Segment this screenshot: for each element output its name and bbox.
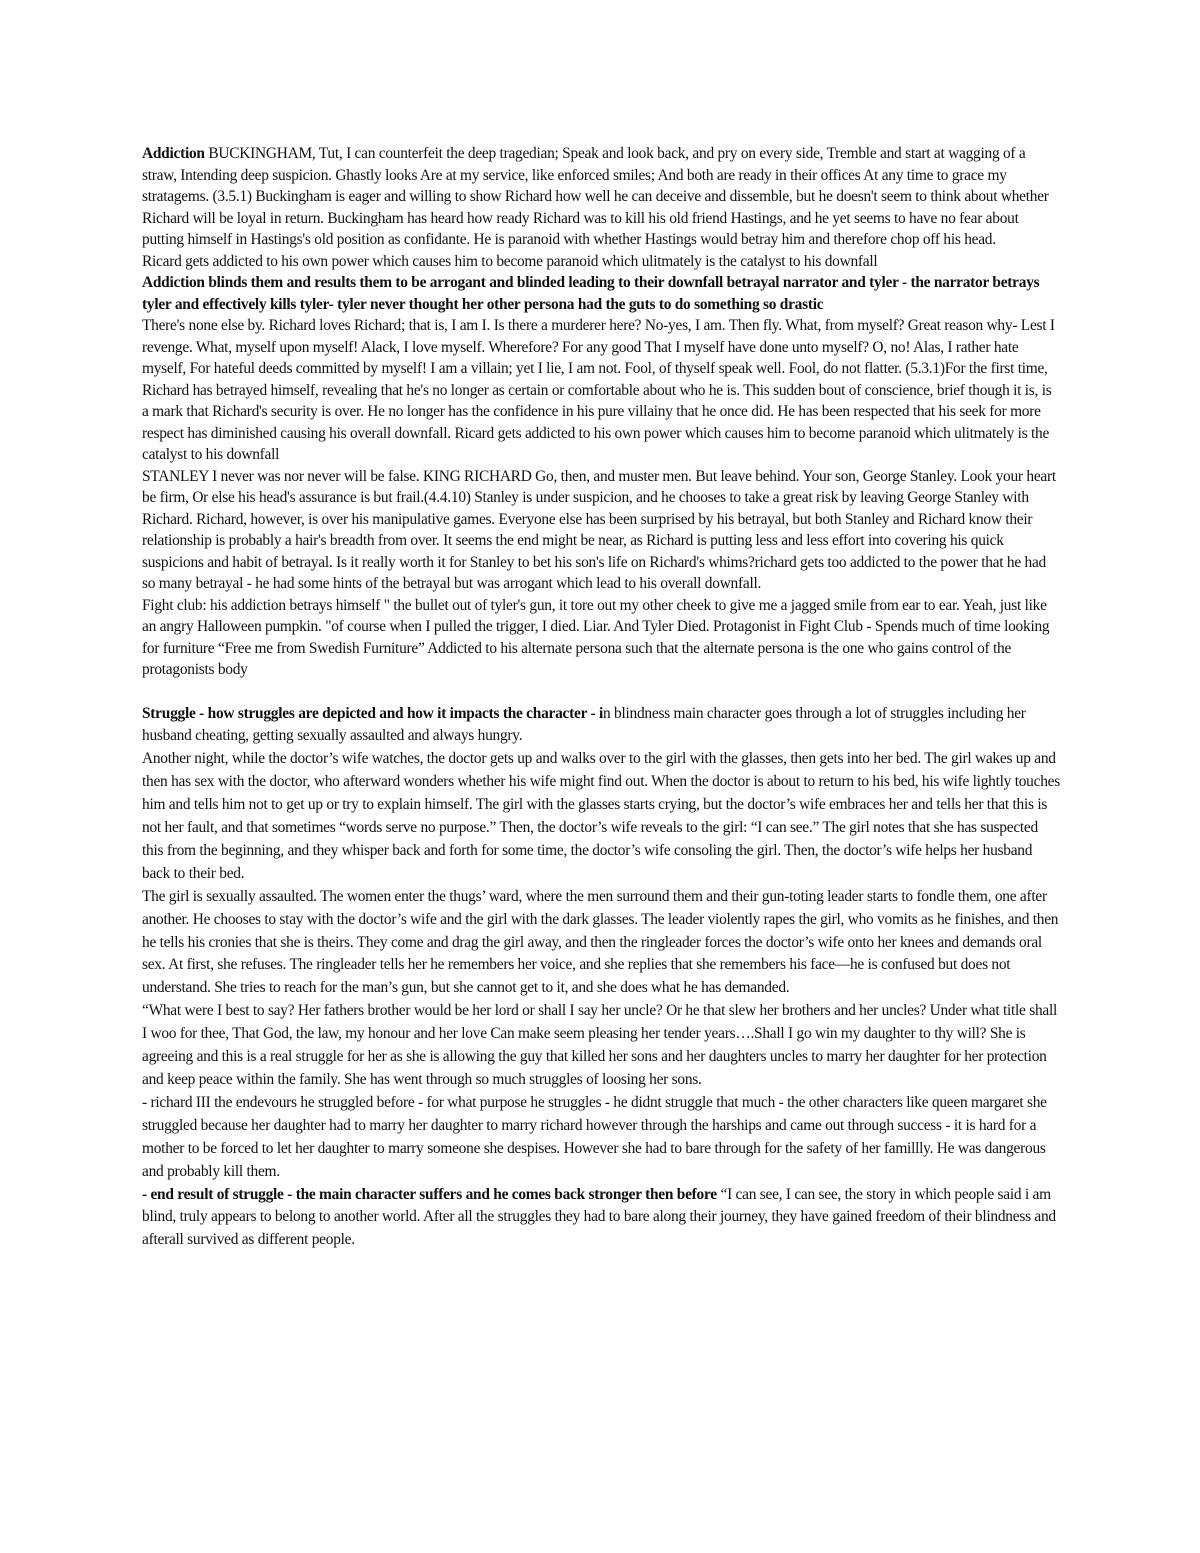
fight-club-paragraph: Fight club: his addiction betrays himself " the bullet out of tyler's gun, it tore out my other cheek to give me a jagged smile from ear to ear. Yeah, just like an angry Halloween pumpkin. "of course when I pulled the trigger, I died. Liar. And Tyler Died. Protagonist in Fight Club - Spends much of time looking for furniture “Free me from Swedish Furniture” Addicted to his alternate persona such that the alternate persona is the one who gains control of the protagonists body	[142, 596, 1050, 678]
addiction-thesis-bold: Addiction blinds them and results them to be arrogant and blinded leading to their downfall betrayal narrator and tyler - the narrator betrays tyler and effectively kills tyler- tyler never thought her other persona had the guts to do something so drastic	[142, 274, 1040, 313]
buckingham-text: BUCKINGHAM, Tut, I can counterfeit the deep tragedian; Speak and look back, and pry on every side, Tremble and start at wagging of a straw, Intending deep suspicion. Ghastly looks Are at my service, like enforced smiles; And both are ready in their offices At any time to grace my stratagems. (3.5.1) Buckingham is eager and willing to show Richard how well he can deceive and dissemble, but he doesn't seem to think about whether Richard will be loyal in return. Buckingham has heard how ready Richard was to kill his old friend Hastings, and he yet seems to have no fear about putting himself in Hastings's old position as confidante. He is paranoid with whether Hastings would betray him and therefore chop off his head.	[142, 145, 1049, 248]
end-result-text: “I can see, I can see, the story in which people said i am blind, truly appears to belong to another world. After all the struggles they had to bare along their journey, they have gained freedom of their blindness and afterall survived as different people.	[142, 1185, 1056, 1249]
struggle-intro-text: n blindness main character goes through a lot of struggles including her husband cheating, getting sexually assaulted and always hungry.	[142, 704, 1026, 745]
doctor-wife-paragraph: Another night, while the doctor’s wife watches, the doctor gets up and walks over to the girl with the glasses, then gets into her bed. The girl wakes up and then has sex with the doctor, who afterward wonders whether his wife might find out. When the doctor is about to return to his bed, his wife lightly touches him and tells him not to get up or try to explain himself. The girl with the glasses starts crying, but the doctor’s wife embraces her and tells her that this is not her fault, and that sometimes “words serve no purpose.” Then, the doctor’s wife reveals to the girl: “I can see.” The girl notes that she has suspected this from the beginning, and they whisper back and forth for some time, the doctor’s wife consoling the girl. Then, the doctor’s wife helps her husband back to their bed.	[142, 750, 1060, 882]
document-page	[142, 143, 1060, 1252]
richard-struggle-paragraph: - richard III the endevours he struggled before - for what purpose he struggles - he didnt struggle that much - the other characters like queen margaret she struggled because her daughter had to marry her daughter to marry richard however through the harships and came out through success - it is hard for a mother to be forced to let her daughter to marry someone she despises. However she had to bare through for the safety of her famillly. He was dangerous and probably kill them.	[142, 1093, 1047, 1180]
assault-paragraph: The girl is sexually assaulted. The women enter the thugs’ ward, where the men surround them and their gun-toting leader starts to fondle them, one after another. He chooses to stay with the doctor’s wife and the girl with the dark glasses. The leader violently rapes the girl, who vomits as he finishes, and then he tells his cronies that she is theirs. They come and drag the girl away, and then the ringleader forces the doctor’s wife onto her knees and demands oral sex. At first, she refuses. The ringleader tells her he remembers her voice, and she replies that she remembers his face—he is confused but does not understand. She tries to reach for the man’s gun, but she cannot get to it, and she does what he has demanded.	[142, 887, 1059, 997]
struggle-intro-paragraph	[142, 703, 1060, 749]
addiction-heading: Addiction	[142, 145, 205, 162]
end-result-paragraph	[142, 1184, 1060, 1253]
section-gap	[142, 681, 1060, 703]
queen-quote-paragraph: “What were I best to say? Her fathers brother would be her lord or shall I say her uncle? Or he that slew her brothers and her uncles? Under what title shall I woo for thee, That God, the law, my honour and her love Can make seem pleasing her tender years….Shall I go win my daughter to thy will? She is agreeing and this is a real struggle for her as she is allowing the guy that killed her sons and her daughters uncles to marry her daughter for her protection and keep peace within the family. She has went through so much struggles of loosing her sons.	[142, 1002, 1058, 1088]
end-result-heading: - end result of struggle - the main character suffers and he comes back stronger then before	[142, 1185, 717, 1203]
struggle-heading: Struggle - how struggles are depicted and how it impacts the character - i	[142, 704, 603, 722]
addiction-thesis-paragraph	[142, 272, 1060, 315]
richard-loves-richard-paragraph: There's none else by. Richard loves Richard; that is, I am I. Is there a murderer here? No-yes, I am. Then fly. What, from myself? Great reason why- Lest I revenge. What, myself upon myself! Alack, I love myself. Wherefore? For any good That I myself have done unto myself? O, no! Alas, I rather hate myself, For hateful deeds committed by myself! I am a villain; yet I lie, I am not. Fool, of thyself speak well. Fool, do not flatter. (5.3.1)For the first time, Richard has betrayed himself, revealing that he's no longer as certain or comfortable about who he is. This sudden bout of conscience, brief though it is, is a mark that Richard's security is over. He no longer has the confidence in his pure villainy that he once did. He has been respected that his seek for more respect has diminished causing his overall downfall. Ricard gets addicted to his own power which causes him to become paranoid which ulitmately is the catalyst to his downfall	[142, 317, 1055, 463]
stanley-paragraph: STANLEY I never was nor never will be false. KING RICHARD Go, then, and muster men. But leave behind. Your son, George Stanley. Look your heart be firm, Or else his head's assurance is but frail.(4.4.10) Stanley is under suspicion, and he chooses to take a great risk by leaving George Stanley with Richard. Richard, however, is over his manipulative games. Everyone else has been surprised by his betrayal, but both Stanley and Richard know their relationship is probably a hair's breadth from over. It seems the end might be near, as Richard is putting less and less effort into covering his quick suspicions and habit of betrayal. Is it really worth it for Stanley to bet his son's life on Richard's whims?richard gets too addicted to the power that he had so many betrayal - he had some hints of the betrayal but was arrogant which lead to his overall downfall.	[142, 467, 1056, 592]
addiction-buckingham-paragraph	[142, 143, 1060, 251]
ricard-addiction-paragraph: Ricard gets addicted to his own power which causes him to become paranoid which ulitmately is the catalyst to his downfall	[142, 252, 878, 270]
